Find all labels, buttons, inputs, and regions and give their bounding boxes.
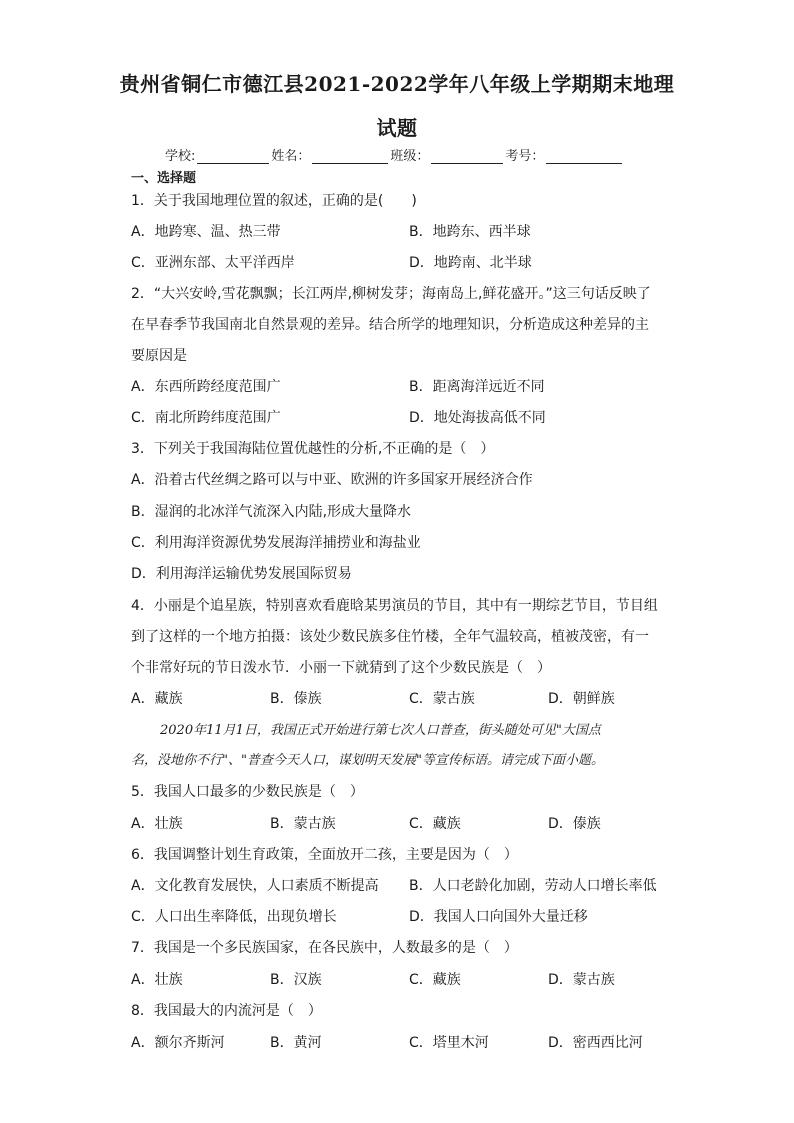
question-1-stem: 1．关于我国地理位置的叙述，正确的是( ) (131, 193, 417, 209)
question-7-stem: 7．我国是一个多民族国家，在各民族中，人数最多的是（ ） (131, 940, 518, 956)
question-2-stem-line1: 2．“大兴安岭,雪花飘飘；长江两岸,柳树发芽；海南岛上,鲜花盛开。”这三句话反映了 (131, 286, 651, 302)
question-8-option-b: B．黄河 (270, 1035, 322, 1051)
question-5-option-d: D．傣族 (548, 816, 601, 832)
question-6-option-d: D．我国人口向国外大量迁移 (409, 909, 588, 925)
question-1-option-a: A．地跨寒、温、热三带 (131, 224, 281, 240)
question-2-stem-line3: 要原因是 (131, 348, 187, 364)
question-4-option-d: D．朝鲜族 (548, 691, 615, 707)
exam-title-line2: 试题 (376, 116, 418, 140)
question-5-option-c: C．藏族 (409, 816, 461, 832)
question-1-option-b: B．地跨东、西半球 (409, 224, 531, 240)
school-blank (197, 149, 269, 164)
question-2-option-c: C．南北所跨纬度范围广 (131, 410, 281, 426)
question-7-option-d: D．蒙古族 (548, 972, 615, 988)
question-7-option-c: C．藏族 (409, 972, 461, 988)
question-5-stem: 5．我国人口最多的少数民族是（ ） (131, 784, 364, 800)
question-3-option-d: D．利用海洋运输优势发展国际贸易 (131, 566, 352, 582)
question-2-option-a: A．东西所跨经度范围广 (131, 379, 281, 395)
section-heading: 一、选择题 (131, 171, 197, 186)
exam-no-label: 考号： (505, 149, 545, 164)
question-5-option-b: B．蒙古族 (270, 816, 336, 832)
question-6-option-a: A．文化教育发展快，人口素质不断提高 (131, 878, 379, 894)
question-5-option-a: A．壮族 (131, 816, 183, 832)
question-2-option-b: B．距离海洋远近不同 (409, 379, 545, 395)
question-4-option-a: A．藏族 (131, 691, 183, 707)
question-2-stem-line2: 在早春季节我国南北自然景观的差异。结合所学的地理知识，分析造成这种差异的主 (131, 317, 649, 333)
exam-title-line1: 贵州省铜仁市德江县2021-2022学年八年级上学期期末地理 (119, 72, 675, 96)
question-8-option-a: A．额尔齐斯河 (131, 1035, 225, 1051)
name-blank (312, 149, 388, 164)
question-3-option-b: B．湿润的北冰洋气流深入内陆,形成大量降水 (131, 504, 412, 520)
question-8-option-d: D．密西西比河 (548, 1035, 643, 1051)
question-3-option-a: A．沿着古代丝绸之路可以与中亚、欧洲的许多国家开展经济合作 (131, 472, 533, 488)
question-4-stem-line1: 4．小丽是个追星族，特别喜欢看鹿晗某男演员的节目，其中有一期综艺节目，节目组 (131, 598, 658, 614)
material-line1: 2020年11月1日，我国正式开始进行第七次人口普查，街头随处可见"大国点 (160, 723, 601, 738)
question-1-option-d: D．地跨南、北半球 (409, 255, 532, 271)
question-6-option-c: C．人口出生率降低，出现负增长 (131, 909, 337, 925)
material-line2: 名，没地你不行"、"普查今天人口，谋划明天发展"等宣传标语。请完成下面小题。 (131, 753, 604, 768)
question-8-stem: 8．我国最大的内流河是（ ） (131, 1003, 322, 1019)
question-1-option-c: C．亚洲东部、太平洋西岸 (131, 255, 295, 271)
question-4-stem-line2: 到了这样的一个地方拍摄：该处少数民族多住竹楼，全年气温较高，植被茂密，有一 (131, 629, 649, 645)
question-4-option-c: C．蒙古族 (409, 691, 475, 707)
question-3-stem: 3．下列关于我国海陆位置优越性的分析,不正确的是（ ） (131, 441, 495, 457)
class-blank (431, 149, 503, 164)
question-6-option-b: B．人口老龄化加剧，劳动人口增长率低 (409, 878, 657, 894)
exam-no-blank (546, 149, 622, 164)
question-3-option-c: C．利用海洋资源优势发展海洋捕捞业和海盐业 (131, 535, 421, 551)
question-7-option-a: A．壮族 (131, 972, 183, 988)
class-label: 班级： (390, 149, 430, 164)
question-7-option-b: B．汉族 (270, 972, 322, 988)
question-4-option-b: B．傣族 (270, 691, 322, 707)
question-8-option-c: C．塔里木河 (409, 1035, 489, 1051)
school-label: 学校: (165, 149, 196, 164)
question-4-stem-line3: 个非常好玩的节日泼水节．小丽一下就猜到了这个少数民族是（ ） (131, 660, 551, 676)
question-6-stem: 6．我国调整计划生育政策，全面放开二孩，主要是因为（ ） (131, 847, 518, 863)
question-2-option-d: D．地处海拔高低不同 (409, 410, 546, 426)
student-info-row (165, 145, 624, 164)
name-label: 姓名： (271, 149, 311, 164)
